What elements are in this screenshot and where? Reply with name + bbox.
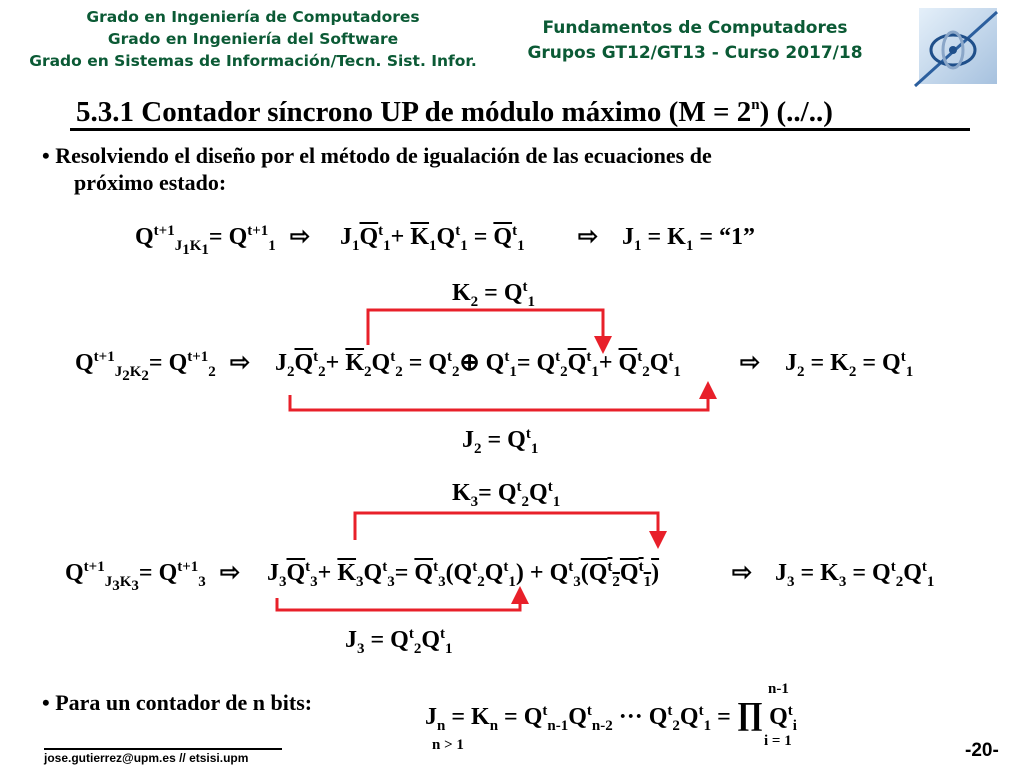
implies-symbol: ⇨ — [220, 560, 241, 586]
footer-email: jose.gutierrez@upm.es // etsisi.upm — [44, 748, 282, 765]
degree-line-2: Grado en Ingeniería del Software — [107, 30, 399, 48]
n-condition: n > 1 — [432, 737, 464, 753]
eq-q3-expansion: $J_3\overline{Q}^t_3+ \overline{K}_3Q^t_3= \overline{Q}^t_3(Q^t_2Q^t_1) + Q^t_3(Q^t_2Q^t_1)$ — [267, 559, 660, 590]
bullet-n-bits: • Para un contador de n bits: — [42, 690, 313, 715]
arrow-k3 — [355, 513, 658, 540]
eq-k2: $K_2 = Q^t_1$ — [452, 279, 536, 310]
page-number: -20- — [965, 740, 999, 761]
eq-j2: $J_2 = Q^t_1$ — [462, 426, 539, 457]
eq-q2-expansion: $J_2\overline{Q}^t_2+ \overline{K}_2Q^t_2$ = $Q^t_2\oplus$ $Q^t_1= Q^t_2\overline{Q}^t_1+ \overline{Q}^t_2Q^t_1$ — [275, 349, 681, 380]
product-lower-limit: i = 1 — [764, 733, 792, 749]
title-text: 5.3.1 Contador síncrono UP de módulo máximo (M = 2 — [76, 96, 752, 128]
arrow-j3 — [277, 595, 520, 610]
eq-q3-jk: $Q^{t+1}_{J_3K_3}= Q^{t+1}_3$ — [65, 559, 206, 594]
implies-symbol: ⇨ — [578, 224, 599, 250]
eq-q1-expansion: $J_1\overline{Q}^t_1+ \overline{K}_1Q^t_1 = \overline{Q}^t_1$ — [340, 223, 525, 254]
eq-q2-jk: $Q^{t+1}_{J_2K_2}= Q^{t+1}_2$ — [75, 349, 216, 384]
eq-j2-k2: $J_2 = K_2 = Q^t_1$ — [785, 349, 914, 380]
arrow-j2 — [290, 390, 708, 410]
title-exponent: n — [751, 97, 760, 113]
eq-general-jn-kn: $J_n = K_n = Q^t_{n-1}Q^t_{n-2}$ ··· $Q^t_2Q^t_1$ = ∏ $Q^t_i$ — [425, 695, 797, 734]
eq-j1-k1: $J_1 = K_1$ = “1” — [622, 224, 756, 254]
implies-symbol: ⇨ — [230, 350, 251, 376]
degree-line-3: Grado en Sistemas de Información/Tecn. Sist. Infor. — [29, 52, 477, 70]
eq-q1-jk: $Q^{t+1}_{J_1K_1}= Q^{t+1}_1$ — [135, 223, 276, 258]
product-upper-limit: n-1 — [768, 681, 789, 697]
bullet1-line1: • Resolviendo el diseño por el método de igualación de las ecuaciones de — [42, 143, 712, 168]
eq-j3-k3: $J_3 = K_3 = Q^t_2Q^t_1$ — [775, 559, 935, 590]
implies-symbol: ⇨ — [290, 224, 311, 250]
eq-k3: $K_3= Q^t_2Q^t_1$ — [452, 479, 561, 510]
course-groups: Grupos GT12/GT13 - Curso 2017/18 — [527, 43, 863, 63]
course-name: Fundamentos de Computadores — [542, 18, 848, 38]
arrow-k2 — [368, 310, 603, 345]
bullet1-line2: próximo estado: — [74, 170, 227, 195]
eq-j3: $J_3 = Q^t_2Q^t_1$ — [345, 626, 453, 657]
title-tail: ) (../..) — [759, 96, 833, 128]
implies-symbol: ⇨ — [732, 560, 753, 586]
implies-symbol: ⇨ — [740, 350, 761, 376]
degree-line-1: Grado en Ingeniería de Computadores — [86, 8, 420, 26]
